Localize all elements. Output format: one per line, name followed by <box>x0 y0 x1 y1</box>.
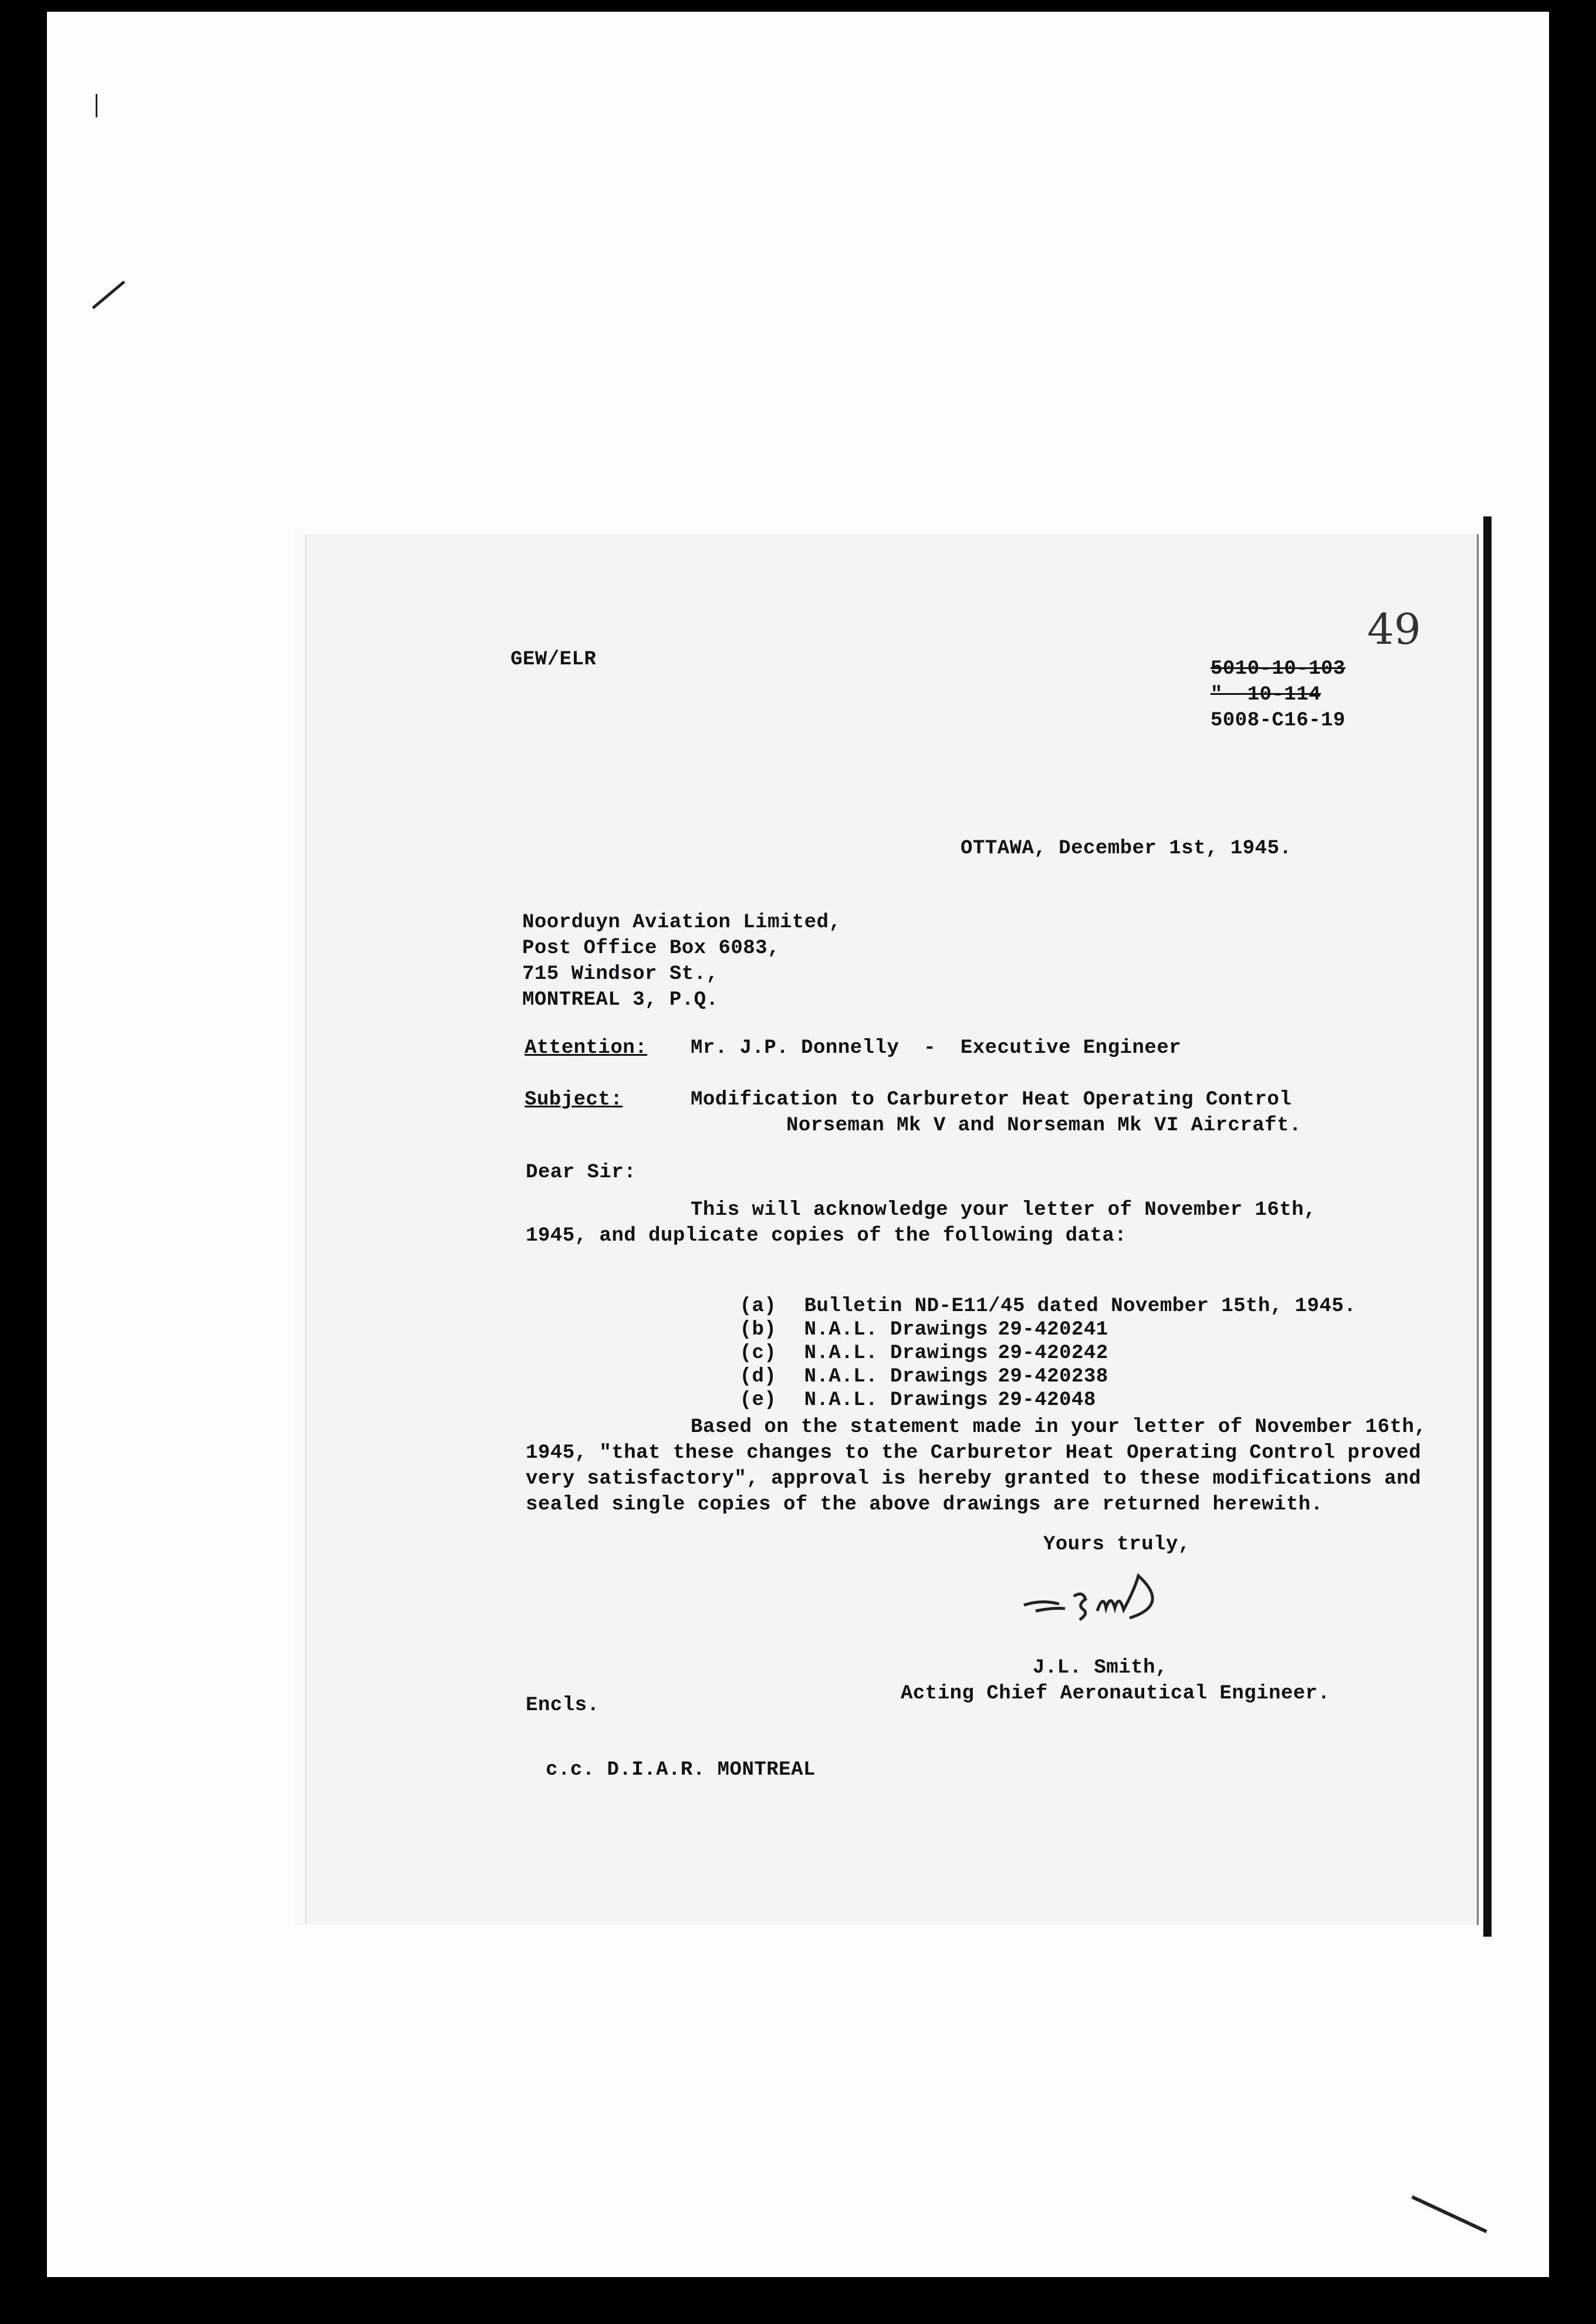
subject-label: Subject: <box>525 1089 623 1111</box>
paragraph-line: Based on the statement made in your letter of November 16th, <box>691 1416 1427 1438</box>
frame-border-line <box>1483 516 1492 1937</box>
date-line: OTTAWA, December 1st, 1945. <box>961 837 1292 860</box>
list-item-text: N.A.L. Drawings <box>804 1342 989 1364</box>
salutation: Dear Sir: <box>526 1161 637 1184</box>
list-item-number: 29-420241 <box>998 1319 1108 1341</box>
paper-stack-edge <box>293 528 304 1925</box>
list-item-number: 29-420238 <box>998 1366 1108 1388</box>
paragraph-line: very satisfactory", approval is hereby granted to these modifications and <box>526 1468 1421 1490</box>
list-item-label: (c) <box>739 1342 777 1364</box>
attention-label: Attention: <box>525 1037 648 1059</box>
address-line: Noorduyn Aviation Limited, <box>522 911 841 934</box>
list-item-number: 29-420242 <box>998 1342 1108 1364</box>
paragraph-line: sealed single copies of the above drawings are returned herewith. <box>526 1494 1323 1516</box>
list-item-text: N.A.L. Drawings <box>804 1366 989 1388</box>
closing: Yours truly, <box>1043 1533 1191 1556</box>
list-item-text: N.A.L. Drawings <box>804 1389 989 1411</box>
list-item-label: (b) <box>739 1319 777 1341</box>
address-line: MONTREAL 3, P.Q. <box>522 989 719 1011</box>
file-reference-2: " 10-114 <box>1210 684 1321 706</box>
carbon-copy: c.c. D.I.A.R. MONTREAL <box>546 1759 816 1781</box>
paragraph-line: 1945, "that these changes to the Carburetor Heat Operating Control proved <box>526 1442 1421 1464</box>
address-line: 715 Windsor St., <box>522 963 719 985</box>
paragraph-line: 1945, and duplicate copies of the following data: <box>526 1225 1127 1247</box>
enclosures: Encls. <box>526 1694 600 1717</box>
file-reference-3: 5008-C16-19 <box>1210 710 1345 732</box>
signer-title: Acting Chief Aeronautical Engineer. <box>901 1683 1330 1705</box>
file-reference-1: 5010-10-103 <box>1210 658 1345 680</box>
list-item-number: 29-42048 <box>998 1389 1096 1411</box>
page-number-handwritten: 49 <box>1367 604 1421 654</box>
subject-line: Modification to Carburetor Heat Operating Control <box>691 1089 1292 1111</box>
address-line: Post Office Box 6083, <box>522 937 780 960</box>
list-item-label: (a) <box>739 1295 777 1318</box>
reference-initials: GEW/ELR <box>510 648 597 671</box>
signature <box>1018 1564 1182 1629</box>
list-item-label: (e) <box>739 1389 777 1411</box>
film-scratch <box>96 94 97 117</box>
attention-value: Mr. J.P. Donnelly - Executive Engineer <box>691 1037 1182 1059</box>
paragraph-line: This will acknowledge your letter of November 16th, <box>691 1199 1317 1221</box>
signer-name: J.L. Smith, <box>1033 1657 1168 1679</box>
list-item-text: N.A.L. Drawings <box>804 1319 989 1341</box>
subject-line: Norseman Mk V and Norseman Mk VI Aircraft. <box>786 1114 1301 1137</box>
list-item-text: Bulletin ND-E11/45 dated November 15th, 1945. <box>804 1295 1357 1318</box>
list-item-label: (d) <box>739 1366 777 1388</box>
